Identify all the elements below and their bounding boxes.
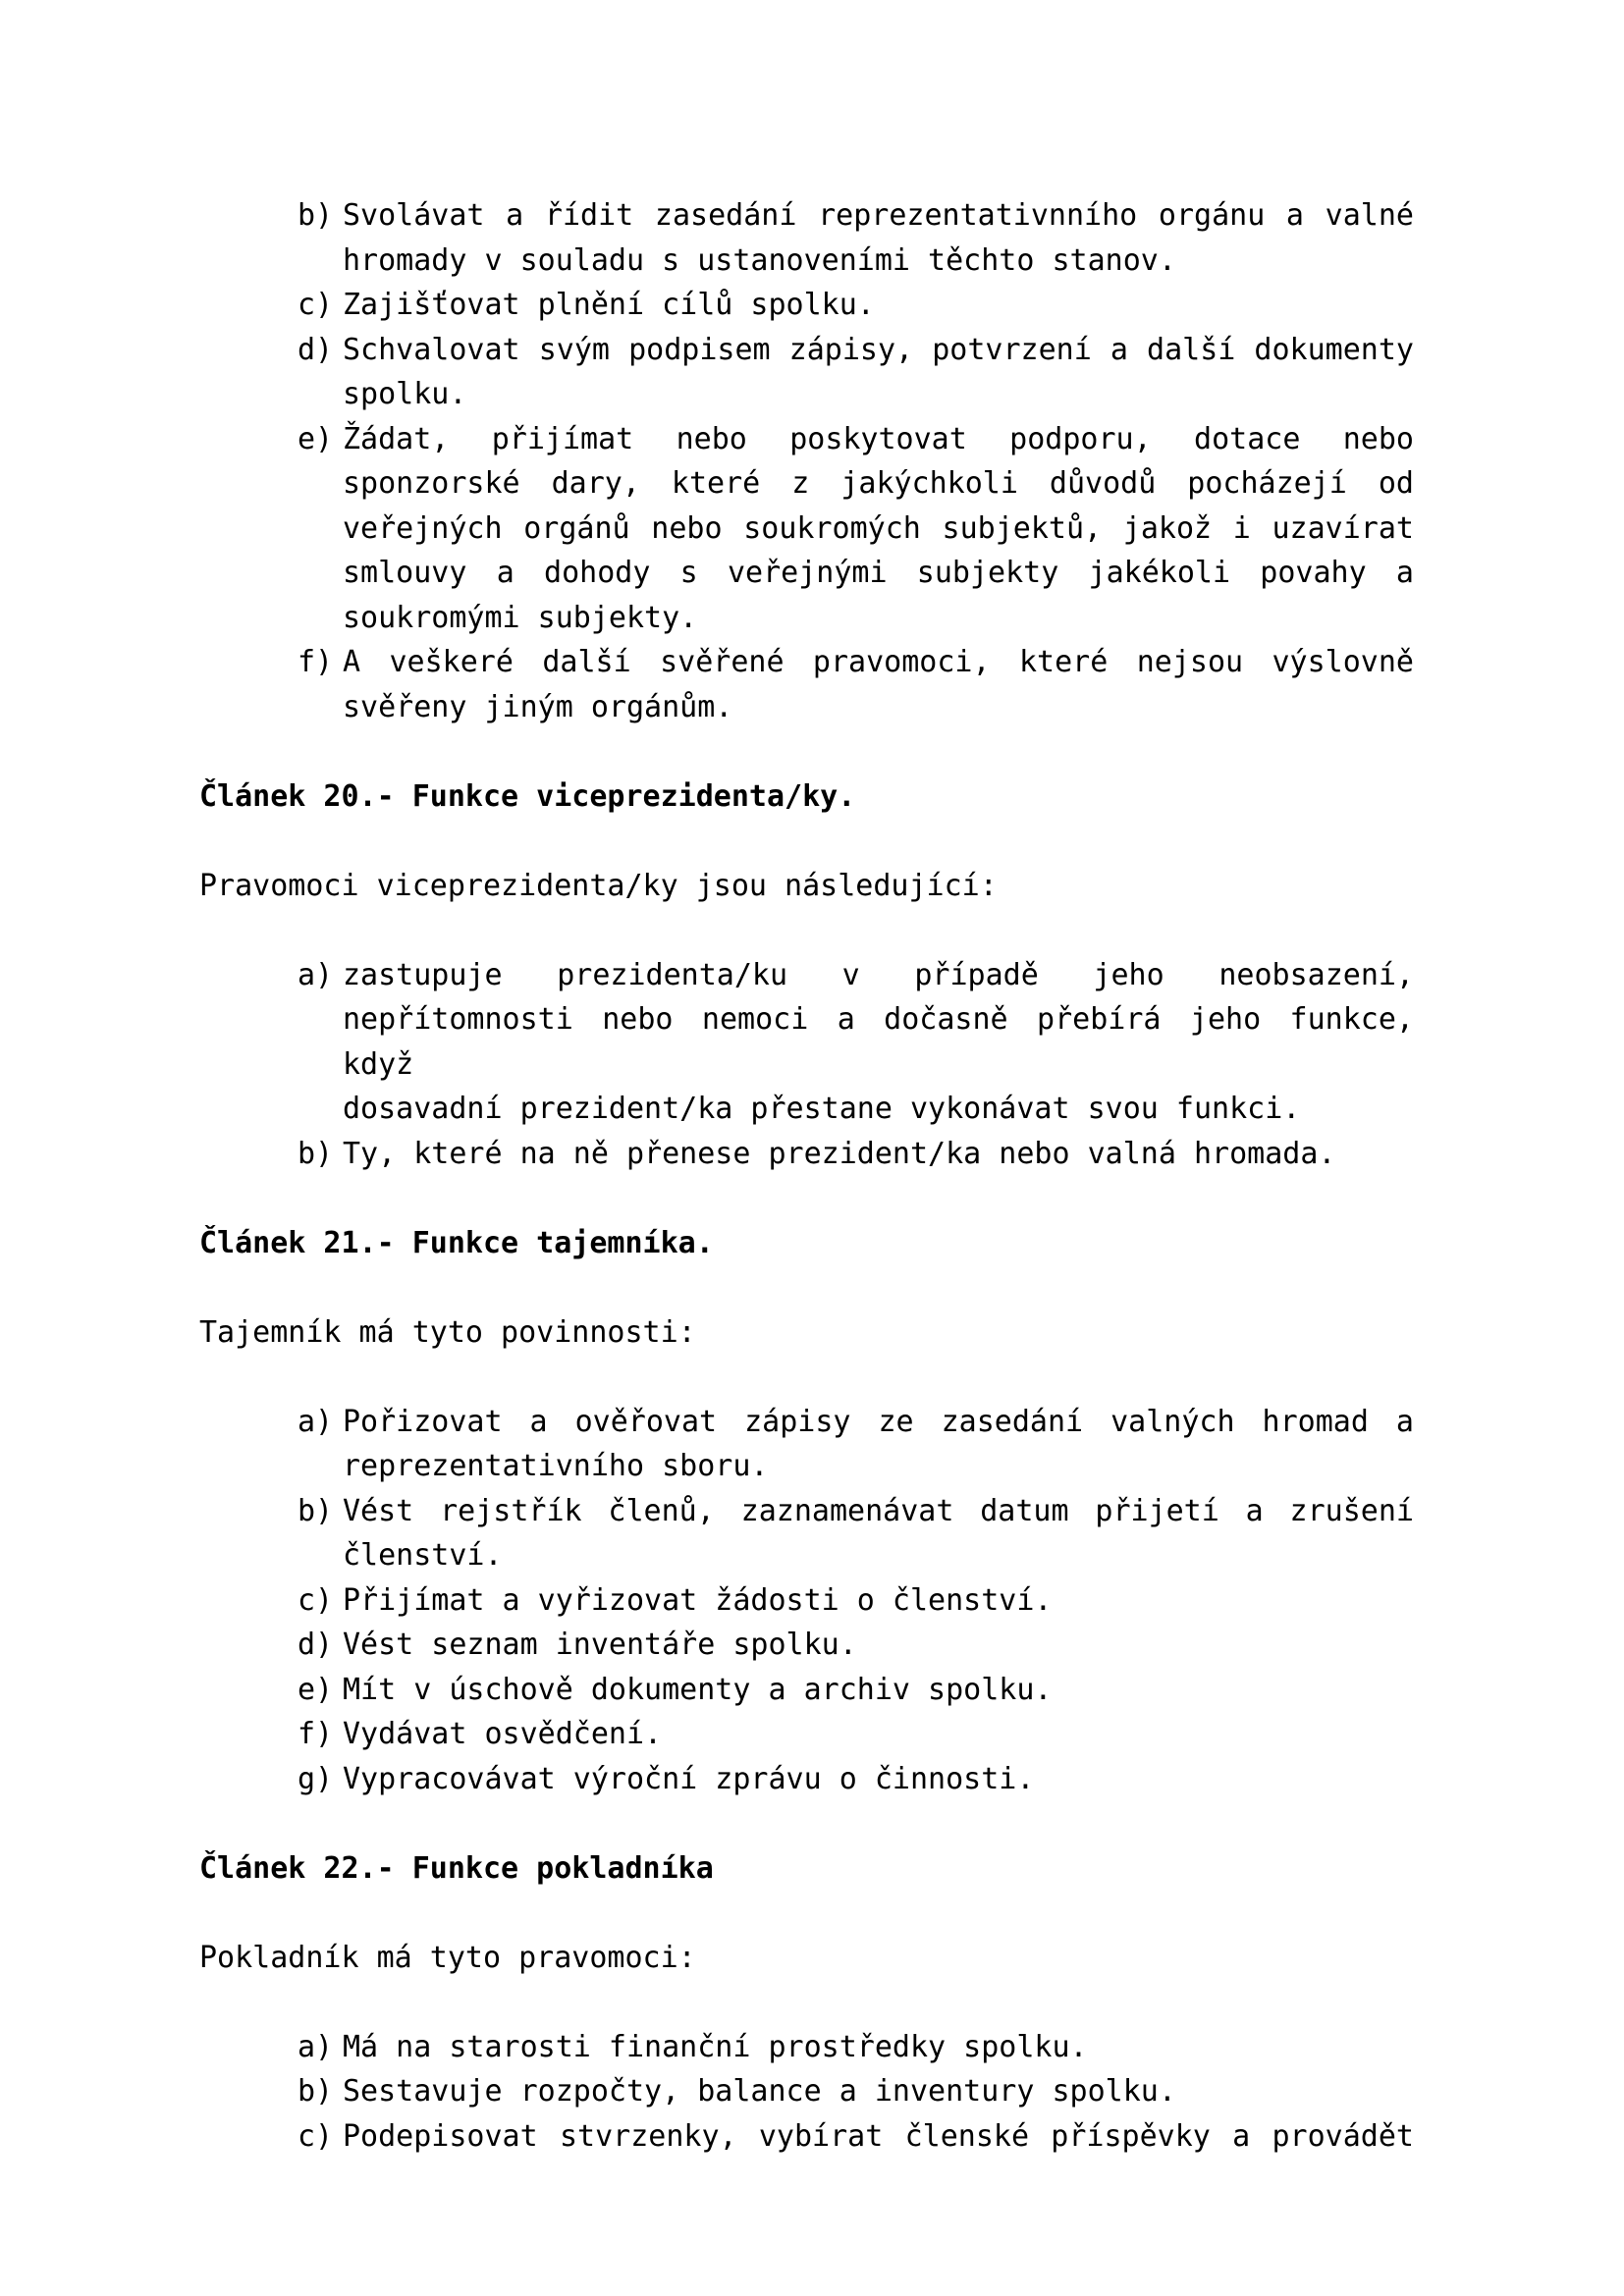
list-item-line: Pořizovat a ověřovat zápisy ze zasedání valných hromad a [343, 1404, 1414, 1439]
list-item [298, 1623, 1414, 1668]
list-item-text [343, 283, 1414, 328]
list-item-text [343, 1578, 1414, 1624]
list-item-text [343, 193, 1414, 283]
list-item-line: svěřeny jiným orgánům. [343, 689, 733, 724]
list-item [298, 1489, 1414, 1578]
list-item-text [343, 2025, 1414, 2070]
article-heading: Článek 21.- Funkce tajemníka. [199, 1225, 714, 1260]
list-item [298, 2114, 1414, 2160]
list-item-line: soukromými subjekty. [343, 600, 698, 635]
list-item-line: dosavadní prezident/ka přestane vykonávat svou funkci. [343, 1092, 1301, 1126]
list-item-text [343, 328, 1414, 417]
intro-paragraph: Pokladník má tyto pravomoci: [199, 1940, 696, 1975]
list-item-text [343, 1757, 1414, 1802]
list-item-line: zastupuje prezidenta/ku v případě jeho neobsazení, [343, 957, 1414, 992]
list-item [298, 1757, 1414, 1802]
list-item-line: Vypracovávat výroční zprávu o činnosti. [343, 1761, 1035, 1796]
list-item [298, 2025, 1414, 2070]
list-item [298, 1578, 1414, 1624]
list-item-text [343, 1668, 1414, 1713]
list-item-text [343, 1712, 1414, 1757]
list-item-marker: f) [298, 645, 334, 679]
list-item-marker: b) [298, 1493, 334, 1528]
intro-paragraph: Pravomoci viceprezidenta/ky jsou následující: [199, 868, 998, 903]
list-item-marker: c) [298, 288, 334, 322]
list-item-marker: e) [298, 1672, 334, 1707]
list-item-text [343, 953, 1414, 1132]
list-item-line: Přijímat a vyřizovat žádosti o členství. [343, 1582, 1053, 1618]
list-item [298, 1132, 1414, 1177]
ordered-list [199, 2025, 1414, 2160]
article-heading: Článek 20.- Funkce viceprezidenta/ky. [199, 778, 856, 814]
list-item-line: členství. [343, 1538, 503, 1573]
list-item-line: Vést seznam inventáře spolku. [343, 1628, 857, 1662]
list-item-line: Žádat, přijímat nebo poskytovat podporu, dotace nebo [343, 421, 1414, 456]
document-content [199, 193, 1414, 2159]
list-item-line: Vést rejstřík členů, zaznamenávat datum přijetí a zrušení [343, 1493, 1414, 1528]
list-item-marker: d) [298, 1628, 334, 1662]
intro-paragraph: Tajemník má tyto povinnosti: [199, 1314, 696, 1350]
list-item-line: Sestavuje rozpočty, balance a inventury spolku. [343, 2074, 1176, 2109]
list-item-marker: b) [298, 198, 334, 233]
list-item-line: nepřítomnosti nebo nemoci a dočasně přebírá jeho funkce, když [343, 1002, 1414, 1082]
list-item-marker: c) [298, 1582, 334, 1618]
list-item-text [343, 1400, 1414, 1489]
list-item-line: Má na starosti finanční prostředky spolku. [343, 2029, 1088, 2064]
article-heading: Článek 22.- Funkce pokladníka [199, 1850, 714, 1886]
list-item-line: Mít v úschově dokumenty a archiv spolku. [343, 1672, 1053, 1707]
list-item [298, 1400, 1414, 1489]
list-item-line: Schvalovat svým podpisem zápisy, potvrzení a další dokumenty [343, 332, 1414, 367]
list-item-text [343, 1489, 1414, 1578]
list-item-marker: g) [298, 1761, 334, 1796]
list-item-line: Zajišťovat plnění cílů spolku. [343, 288, 875, 322]
list-item [298, 1668, 1414, 1713]
list-item-line: Svolávat a řídit zasedání reprezentativnního orgánu a valné [343, 198, 1414, 233]
list-item [298, 193, 1414, 283]
list-item-text [343, 1132, 1414, 1177]
list-item-line: smlouvy a dohody s veřejnými subjekty jakékoli povahy a [343, 556, 1414, 590]
list-item [298, 640, 1414, 729]
list-item-marker: b) [298, 1136, 334, 1171]
list-item-marker: f) [298, 1717, 334, 1751]
list-item-text [343, 2069, 1414, 2114]
list-item [298, 2069, 1414, 2114]
list-item-marker: c) [298, 2118, 334, 2154]
list-item [298, 1712, 1414, 1757]
list-item-marker: a) [298, 2029, 334, 2064]
list-item-line: hromady v souladu s ustanoveními těchto stanov. [343, 242, 1176, 278]
list-item-line: sponzorské dary, které z jakýchkoli důvodů pocházejí od [343, 466, 1414, 501]
list-item-line: reprezentativního sboru. [343, 1449, 769, 1483]
list-item-line: spolku. [343, 377, 467, 411]
list-item-text [343, 640, 1414, 729]
list-item [298, 328, 1414, 417]
list-item-line: Vydávat osvědčení. [343, 1717, 663, 1751]
list-item-text [343, 1623, 1414, 1668]
ordered-list [199, 953, 1414, 1177]
list-item-marker: d) [298, 332, 334, 367]
list-item-text [343, 417, 1414, 641]
list-item [298, 283, 1414, 328]
list-item-text [343, 2114, 1414, 2160]
list-item-line: veřejných orgánů nebo soukromých subjektů, jakož i uzavírat [343, 510, 1414, 546]
ordered-list [199, 193, 1414, 729]
list-item-marker: e) [298, 421, 334, 456]
list-item [298, 953, 1414, 1132]
list-item-line: Ty, které na ně přenese prezident/ka nebo valná hromada. [343, 1136, 1336, 1171]
list-item-marker: a) [298, 1404, 334, 1439]
ordered-list [199, 1400, 1414, 1802]
list-item-marker: a) [298, 957, 334, 992]
list-item-line: A veškeré další svěřené pravomoci, které nejsou výslovně [343, 645, 1414, 679]
list-item-marker: b) [298, 2074, 334, 2109]
list-item-line: Podepisovat stvrzenky, vybírat členské příspěvky a provádět [343, 2118, 1414, 2154]
list-item [298, 417, 1414, 641]
